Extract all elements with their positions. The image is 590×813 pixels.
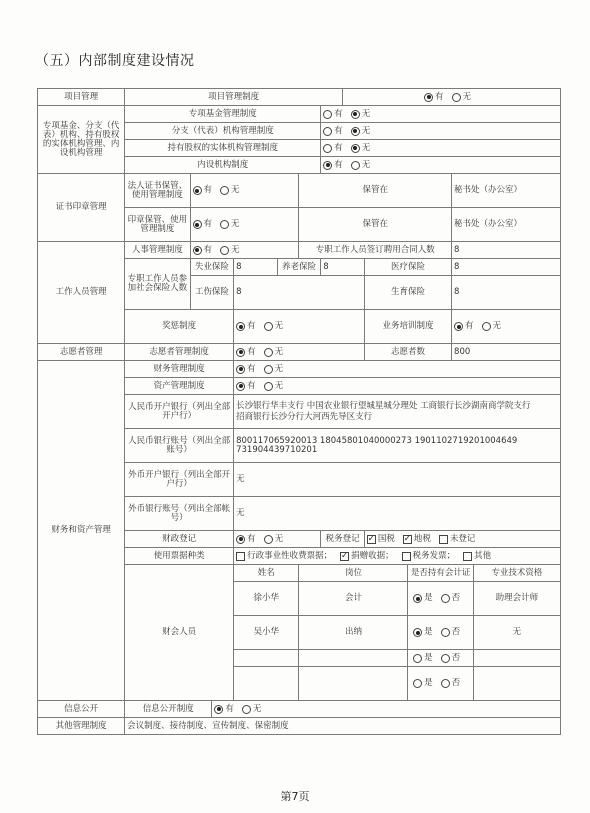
radio-empty-icon (264, 322, 273, 331)
acct-header-cert: 是否持有会计证 (408, 565, 473, 582)
option-no[interactable]: 无 (452, 93, 472, 102)
radio-empty-icon (413, 679, 422, 688)
rmb-banks (234, 395, 561, 429)
license-keeper: 秘书处（办公室） (452, 174, 561, 208)
training-system-label: 业务培训制度 (365, 310, 452, 344)
option-yes[interactable]: 有 (236, 322, 256, 331)
checkbox-checked-icon: ✓ (367, 533, 376, 544)
option-no[interactable]: 无 (220, 220, 240, 229)
disclosure-system-label: 信息公开制度 (125, 701, 212, 718)
medical-label: 医疗保险 (365, 259, 452, 276)
acct-post: 出纳 (299, 616, 408, 650)
acct-qual: 助理会计师 (474, 582, 561, 616)
radio-checked-icon (214, 705, 223, 714)
radio-checked-icon (323, 161, 332, 170)
volunteer-label: 志愿者管理 (38, 344, 125, 361)
license-system-label: 法人证书保管、使用管理制度 (125, 174, 190, 208)
option-no[interactable]: 无 (264, 535, 284, 544)
project-system-label: 项目管理制度 (125, 89, 343, 106)
other-label: 其他管理制度 (38, 718, 125, 735)
asset-system-label: 资产管理制度 (125, 378, 234, 395)
checkbox-checked-icon: ✓ (340, 550, 349, 561)
radio-checked-icon (193, 220, 202, 229)
rmb-account-label: 人民币银行账号（列出全部账号） (125, 429, 234, 463)
radio-empty-icon (220, 220, 229, 229)
maternity-label: 生育保险 (365, 276, 452, 310)
acct-cert-options (408, 667, 473, 701)
radio-checked-icon (236, 535, 245, 544)
radio-empty-icon (441, 654, 450, 663)
radio-checked-icon (236, 365, 245, 374)
disclosure-system-options (212, 701, 561, 718)
entity-system-label: 持有股权的实体机构管理制度 (125, 140, 321, 157)
option-yes[interactable]: 有 (454, 322, 474, 331)
option-no[interactable]: 否 (441, 594, 461, 603)
radio-checked-icon (351, 127, 360, 136)
radio-empty-icon (323, 144, 332, 153)
hr-system-label: 人事管理制度 (125, 242, 190, 259)
option-yes[interactable]: 有 (236, 535, 256, 544)
radio-checked-icon (236, 322, 245, 331)
other-systems: 会议制度、接待制度、宣传制度、保密制度 (125, 718, 561, 735)
radio-empty-icon (323, 127, 332, 136)
accountant-label: 财会人员 (125, 565, 234, 701)
option-no[interactable]: 无 (351, 161, 371, 170)
contract-count-label: 专职工作人员签订聘用合同人数 (299, 242, 452, 259)
seal-label: 证书印章管理 (38, 174, 125, 242)
seal-keeper-label: 保管在 (299, 208, 452, 242)
option-yes[interactable]: 有 (193, 246, 213, 255)
fx-bank-label: 外币开户银行（列出全部开户行） (125, 463, 234, 497)
option-no[interactable]: 无 (264, 365, 284, 374)
radio-checked-icon (424, 93, 433, 102)
radio-empty-icon (323, 110, 332, 119)
radio-checked-icon (351, 144, 360, 153)
training-system-options (452, 310, 561, 344)
radio-empty-icon (441, 679, 450, 688)
fund-system-options (321, 106, 561, 123)
option-admin-fee-receipt[interactable]: 行政事业性收费票据； (236, 552, 332, 561)
volunteer-count-label: 志愿者数 (365, 344, 452, 361)
staff-label: 工作人员管理 (38, 242, 125, 344)
radio-checked-icon (193, 246, 202, 255)
maternity-count: 8 (452, 276, 561, 310)
option-yes[interactable]: 有 (323, 110, 343, 119)
radio-empty-icon (220, 246, 229, 255)
option-yes[interactable]: 有 (214, 705, 234, 714)
option-no[interactable]: 无 (264, 382, 284, 391)
radio-checked-icon (193, 186, 202, 195)
option-yes[interactable]: 有 (236, 365, 256, 374)
acct-name (234, 650, 299, 667)
option-no[interactable]: 否 (441, 654, 461, 663)
option-yes[interactable]: 有 (236, 348, 256, 357)
rmb-accounts: 800117065920013 18045801040000273 1901102719201004649 731904439710201 (234, 429, 561, 463)
radio-empty-icon (482, 322, 491, 331)
option-no[interactable]: 无 (264, 322, 284, 331)
unemployment-count: 8 (234, 259, 278, 276)
fx-account-label: 外币银行账号（列出全部帐号） (125, 497, 234, 531)
acct-header-qual: 专业技术资格 (474, 565, 561, 582)
option-national-tax[interactable]: ✓ 国税 (367, 533, 395, 544)
volunteer-system-label: 志愿者管理制度 (125, 344, 234, 361)
acct-post (299, 650, 408, 667)
reward-system-label: 奖惩制度 (125, 310, 234, 344)
fund-system-label: 专项基金管理制度 (125, 106, 321, 123)
checkbox-empty-icon (236, 552, 245, 561)
seal-system-label: 印章保管、使用管理制度 (125, 208, 190, 242)
option-local-tax[interactable]: ✓ 地税 (403, 533, 431, 544)
option-yes[interactable]: 有 (236, 382, 256, 391)
option-other[interactable]: 其他 (463, 552, 491, 561)
option-no[interactable]: 无 (264, 348, 284, 357)
acct-cert-options (408, 650, 473, 667)
radio-checked-icon (236, 382, 245, 391)
option-tax-invoice[interactable]: 税务发票； (402, 552, 456, 561)
option-no[interactable]: 否 (441, 628, 461, 637)
project-label: 项目管理 (38, 89, 125, 106)
option-yes[interactable]: 有 (193, 186, 213, 195)
radio-empty-icon (220, 186, 229, 195)
option-no[interactable]: 无 (220, 246, 240, 255)
acct-qual (474, 650, 561, 667)
acct-qual: 无 (474, 616, 561, 650)
option-no[interactable]: 无 (351, 127, 371, 136)
tax-reg-options (234, 531, 321, 548)
acct-name: 徐小华 (234, 582, 299, 616)
invoice-options (234, 548, 561, 565)
radio-checked-icon (413, 594, 422, 603)
option-no[interactable]: 无 (351, 144, 371, 153)
acct-cert-options (408, 616, 473, 650)
checkbox-empty-icon (463, 552, 472, 561)
invoice-label: 使用票据种类 (125, 548, 234, 565)
acct-qual (474, 667, 561, 701)
acct-post: 会计 (299, 582, 408, 616)
branch-label: 专项基金、分支（代表）机构、持有股权的实体机构管理、内设机构管理 (38, 106, 125, 174)
branch-system-label: 分支（代表）机构管理制度 (125, 123, 321, 140)
radio-empty-icon (441, 628, 450, 637)
radio-empty-icon (441, 594, 450, 603)
option-yes[interactable]: 有 (424, 93, 444, 102)
finance-label: 财务和资产管理 (38, 361, 125, 701)
page-number: 第7页 (280, 790, 310, 803)
rmb-banks-line1: 长沙银行华丰支行 中国农业银行望城星城分理处 工商银行长沙湖南商学院支行 (236, 400, 531, 411)
seal-keeper: 秘书处（办公室） (452, 208, 561, 242)
acct-name: 吴小华 (234, 616, 299, 650)
option-yes[interactable]: 是 (413, 654, 433, 663)
medical-count: 8 (452, 259, 561, 276)
checkbox-empty-icon (439, 535, 448, 544)
radio-empty-icon (264, 348, 273, 357)
license-system-options (191, 174, 300, 208)
injury-count: 8 (234, 276, 365, 310)
asset-system-options (234, 378, 561, 395)
rmb-bank-label: 人民币开户银行（列出全部开户行） (125, 395, 234, 429)
injury-label: 工伤保险 (191, 276, 235, 310)
reward-system-options (234, 310, 365, 344)
radio-empty-icon (264, 382, 273, 391)
acct-cert-options (408, 582, 473, 616)
institution-table (37, 88, 561, 735)
checkbox-checked-icon: ✓ (403, 533, 412, 544)
internal-system-options (321, 157, 561, 174)
tax-options (365, 531, 561, 548)
pension-count: 8 (321, 259, 365, 276)
radio-empty-icon (452, 93, 461, 102)
tax-reg-label: 财政登记 (125, 531, 234, 548)
radio-checked-icon (236, 348, 245, 357)
seal-system-options (191, 208, 300, 242)
pension-label: 养老保险 (278, 259, 322, 276)
option-yes[interactable]: 是 (413, 628, 433, 637)
checkbox-empty-icon (402, 552, 411, 561)
internal-system-label: 内设机构制度 (125, 157, 321, 174)
finance-system-options (234, 361, 561, 378)
radio-checked-icon (413, 628, 422, 637)
option-no[interactable]: 无 (482, 322, 502, 331)
option-donation-receipt[interactable]: ✓ 捐赠收据； (340, 550, 394, 561)
project-system-options (343, 89, 561, 106)
acct-header-name: 姓名 (234, 565, 299, 582)
option-yes[interactable]: 是 (413, 679, 433, 688)
section-title: （五）内部制度建设情况 (35, 53, 195, 69)
rmb-banks-line2: 招商银行长沙分行大河西先导区支行 (236, 411, 373, 422)
insured-count-label: 专职工作人员参加社会保险人数 (125, 259, 190, 310)
disclosure-label: 信息公开 (38, 701, 125, 718)
radio-checked-icon (351, 110, 360, 119)
volunteer-count: 800 (452, 344, 561, 361)
license-keeper-label: 保管在 (299, 174, 452, 208)
fx-account: 无 (234, 497, 561, 531)
option-yes[interactable]: 有 (193, 220, 213, 229)
option-yes[interactable]: 有 (323, 127, 343, 136)
unemployment-label: 失业保险 (191, 259, 235, 276)
option-no[interactable]: 否 (441, 679, 461, 688)
option-no[interactable]: 无 (351, 110, 371, 119)
acct-header-post: 岗位 (299, 565, 408, 582)
radio-checked-icon (454, 322, 463, 331)
entity-system-options (321, 140, 561, 157)
option-unregistered[interactable]: 未登记 (439, 535, 476, 544)
volunteer-system-options (234, 344, 365, 361)
acct-post (299, 667, 408, 701)
tax-label: 税务登记 (321, 531, 365, 548)
option-yes[interactable]: 是 (413, 594, 433, 603)
hr-system-options (191, 242, 300, 259)
finance-system-label: 财务管理制度 (125, 361, 234, 378)
option-yes[interactable]: 有 (323, 161, 343, 170)
radio-empty-icon (242, 705, 251, 714)
contract-count: 8 (452, 242, 561, 259)
acct-name (234, 667, 299, 701)
branch-system-options (321, 123, 561, 140)
radio-empty-icon (413, 654, 422, 663)
fx-bank: 无 (234, 463, 561, 497)
option-no[interactable]: 无 (242, 705, 262, 714)
radio-empty-icon (264, 535, 273, 544)
option-yes[interactable]: 有 (323, 144, 343, 153)
radio-empty-icon (351, 161, 360, 170)
radio-empty-icon (264, 365, 273, 374)
option-no[interactable]: 无 (220, 186, 240, 195)
